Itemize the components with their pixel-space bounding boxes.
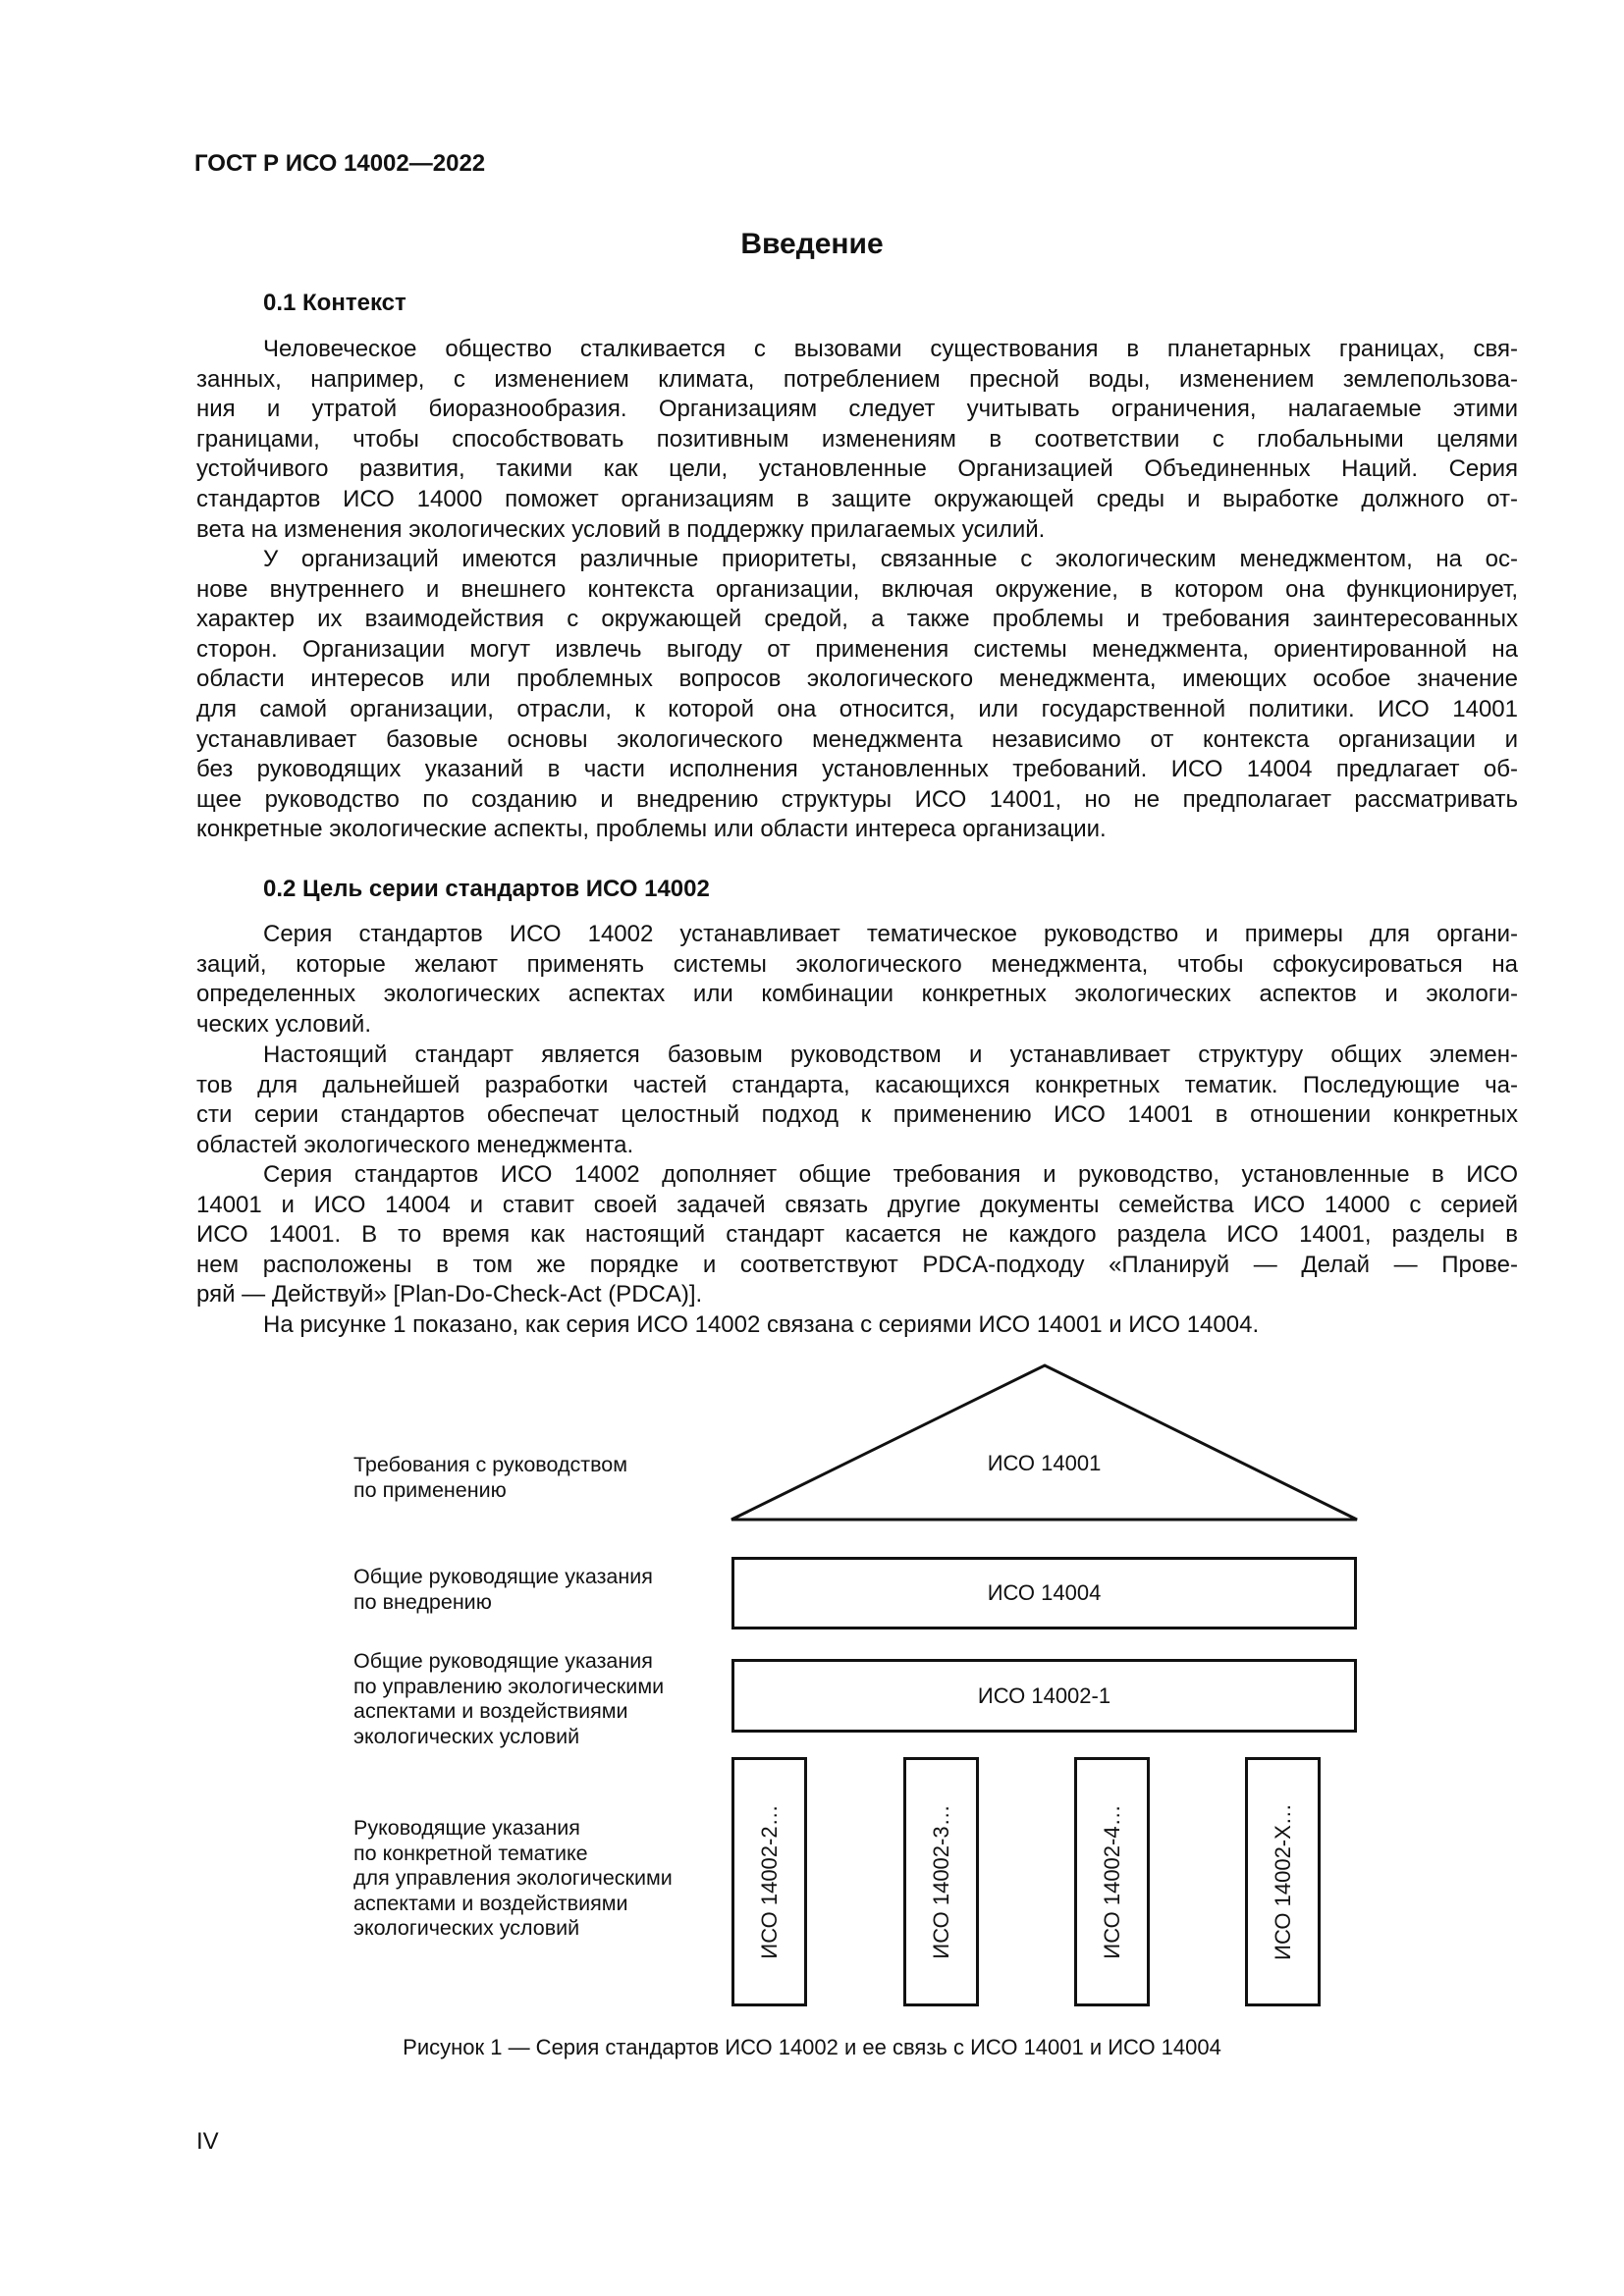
text-line: нем расположены в том же порядке и соответствуют PDCA-подходу «Планируй — Делай — Прове-: [196, 1251, 1518, 1278]
section-heading-purpose: 0.2 Цель серии стандартов ИСО 14002: [263, 876, 710, 902]
text-line: занных, например, с изменением климата, потреблением пресной воды, изменением землепользова-: [196, 365, 1518, 393]
paragraph: [196, 335, 1518, 545]
text-line: границами, чтобы способствовать позитивным изменениям в соответствии с глобальными целями: [196, 425, 1518, 453]
column-iso-14002-3: [903, 1757, 979, 2006]
figure-caption: Рисунок 1 — Серия стандартов ИСО 14002 и ее связь с ИСО 14001 и ИСО 14004: [403, 2035, 1221, 2059]
column-label: ИСО 14002-X…: [1270, 1803, 1295, 1960]
text-line: Серия стандартов ИСО 14002 устанавливает тематическое руководство и примеры для органи-: [263, 921, 1518, 947]
text-line: ряй — Действуй» [Plan-Do-Check-Act (PDCA)].: [196, 1281, 703, 1308]
document-header: ГОСТ Р ИСО 14002—2022: [194, 150, 486, 177]
text-line: Человеческое общество сталкивается с вызовами существования в планетарных границах, свя-: [263, 336, 1518, 362]
text-line: области интересов или проблемных вопросов экологического менеджмента, имеющих особое значение: [196, 666, 1518, 693]
text-line: 14001 и ИСО 14004 и ставит своей задачей связать другие документы семейства ИСО 14000 с серией: [196, 1191, 1518, 1218]
text-line: стандартов ИСО 14000 поможет организациям в защите окружающей среды и выработке должного от-: [196, 485, 1518, 512]
text-line: устанавливает базовые основы экологического менеджмента независимо от контекста организации и: [196, 725, 1518, 753]
column-label: ИСО 14002-4…: [1099, 1804, 1124, 1959]
column-label: ИСО 14002-3…: [928, 1804, 953, 1959]
paragraph: [196, 1160, 1518, 1310]
text-line: У организаций имеются различные приоритеты, связанные с экологическим менеджментом, на ос-: [263, 546, 1518, 572]
text-line: определенных экологических аспектах или комбинации конкретных экологических аспектов и экологи-: [196, 981, 1518, 1008]
iso-14004-box: [731, 1557, 1357, 1629]
text-line: ческих условий.: [196, 1010, 372, 1038]
paragraph: [196, 920, 1518, 1040]
text-line: вета на изменения экологических условий в поддержку прилагаемых усилий.: [196, 515, 1046, 543]
roof-triangle: [727, 1360, 1365, 1526]
section-heading-context: 0.1 Контекст: [263, 290, 406, 316]
text-line: без руководящих указаний в части исполнения установленных требований. ИСО 14004 предлагает об-: [196, 756, 1518, 783]
text-line: конкретные экологические аспекты, проблемы или области интереса организации.: [196, 816, 1107, 843]
figure-label-general-guidance: Общие руководящие указания по управлению экологическими аспектами и воздействиями экологических условий: [353, 1649, 665, 1748]
text-line: Настоящий стандарт является базовым руководством и устанавливает структуру общих элемен-: [263, 1041, 1518, 1068]
paragraph: [196, 1310, 1518, 1341]
text-line: для самой организации, отрасли, к которой она относится, или государственной политики. ИСО 14001: [196, 695, 1518, 722]
page-number: IV: [196, 2128, 219, 2155]
text-line: заций, которые желают применять системы экологического менеджмента, чтобы сфокусироваться на: [196, 950, 1518, 978]
text-line: щее руководство по созданию и внедрению структуры ИСО 14001, но не предполагает рассматривать: [196, 785, 1518, 813]
text-line: Серия стандартов ИСО 14002 дополняет общие требования и руководство, установленные в ИСО: [263, 1161, 1518, 1188]
paragraph: [196, 545, 1518, 845]
page-title: Введение: [740, 228, 884, 260]
column-iso-14002-2: [731, 1757, 807, 2006]
text-line: нове внутреннего и внешнего контекста организации, включая окружение, в котором она функционирует,: [196, 575, 1518, 603]
text-line: На рисунке 1 показано, как серия ИСО 14002 связана с сериями ИСО 14001 и ИСО 14004.: [263, 1311, 1260, 1338]
column-label: ИСО 14002-2…: [756, 1804, 782, 1959]
roof-label: ИСО 14001: [987, 1451, 1102, 1475]
column-iso-14002-4: [1074, 1757, 1150, 2006]
figure-label-requirements: Требования с руководством по применению: [353, 1453, 628, 1502]
text-line: областей экологического менеджмента.: [196, 1131, 634, 1158]
text-line: сти серии стандартов обеспечат целостный подход к применению ИСО 14001 в отношении конкретных: [196, 1101, 1518, 1129]
column-iso-14002-x: [1245, 1757, 1321, 2006]
figure-label-implementation: Общие руководящие указания по внедрению: [353, 1565, 653, 1614]
text-line: тов для дальнейшей разработки частей стандарта, касающихся конкретных тематик. Последующие ча-: [196, 1071, 1518, 1098]
box-label: ИСО 14004: [987, 1580, 1102, 1605]
text-line: сторон. Организации могут извлечь выгоду от применения системы менеджмента, ориентированной на: [196, 635, 1518, 663]
text-line: характер их взаимодействия с окружающей средой, а также проблемы и требования заинтересованных: [196, 606, 1518, 633]
iso-14002-1-box: [731, 1659, 1357, 1733]
text-line: ИСО 14001. В то время как настоящий стандарт касается не каждого раздела ИСО 14001, разделы в: [196, 1221, 1518, 1249]
figure-label-topic-guidance: Руководящие указания по конкретной тематике для управления экологическими аспектами и воздействиями экологических условий: [353, 1816, 673, 1940]
text-line: устойчивого развития, такими как цели, установленные Организацией Объединенных Наций. Серия: [196, 455, 1518, 483]
box-label: ИСО 14002-1: [977, 1682, 1111, 1708]
text-line: ния и утратой биоразнообразия. Организациям следует учитывать ограничения, налагаемые этими: [196, 396, 1518, 423]
paragraph: [196, 1041, 1518, 1160]
